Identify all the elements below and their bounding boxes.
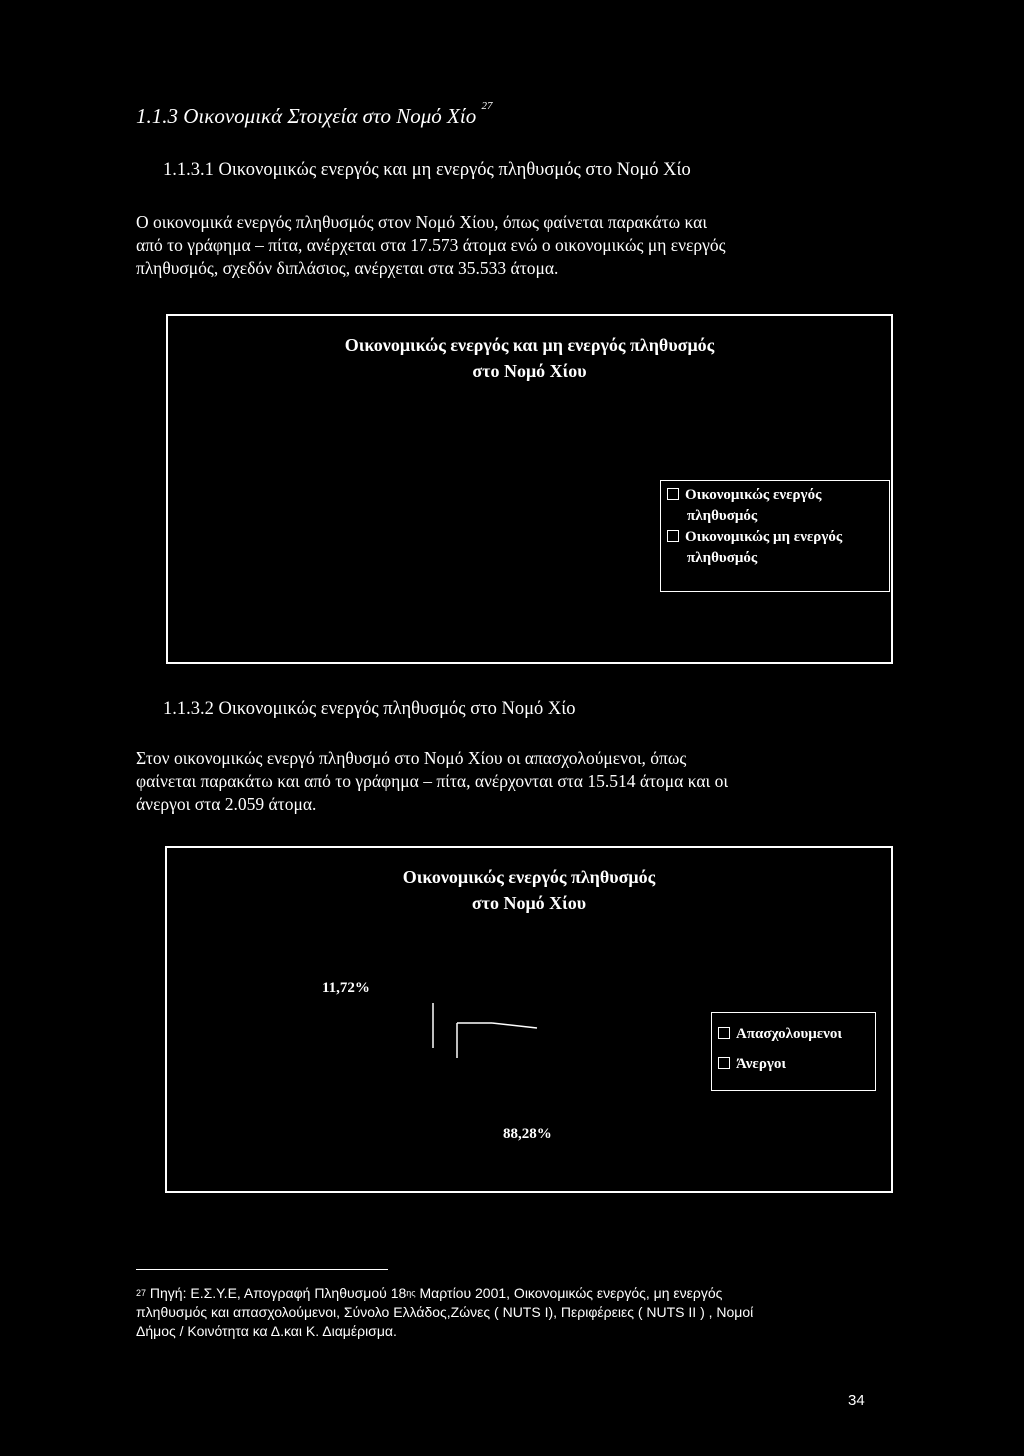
data-label-unemployed: 11,72% (322, 980, 370, 996)
chart-1-subtitle: στο Νομό Χίου (472, 361, 587, 381)
legend-item-employed: Απασχολουμενοι (718, 1019, 875, 1049)
section-heading-number: 1.1.3 (136, 104, 178, 128)
page-number: 34 (848, 1392, 865, 1409)
chart-2-title: Οικονομικώς ενεργός πληθυσμός (402, 867, 656, 887)
chart-1-frame (166, 314, 893, 664)
legend-item-inactive-cont: πληθυσμός (687, 550, 758, 566)
paragraph-2 (136, 747, 881, 816)
paragraph-line: Ο οικονομικά ενεργός πληθυσμός στον Νομό Χίου, όπως φαίνεται παρακάτω και (136, 212, 708, 232)
chart-1-pie (378, 441, 558, 621)
chart-2-pie (397, 978, 537, 1118)
footnote-line: Δήμος / Κοινότητα κα Δ.και Κ. Διαμέρισμα. (136, 1323, 397, 1339)
chart-2-frame (165, 846, 893, 1193)
legend-item-active-cont: πληθυσμός (687, 508, 758, 524)
paragraph-line: από το γράφημα – πίτα, ανέρχεται στα 17.573 άτομα ενώ ο οικονομικώς μη ενεργός (136, 235, 726, 255)
legend-item-inactive: Οικονομικώς μη ενεργός (667, 527, 889, 548)
legend-swatch (718, 1027, 730, 1039)
section-heading (136, 100, 493, 129)
paragraph-line: άνεργοι στα 2.059 άτομα. (136, 794, 317, 814)
legend-swatch (667, 530, 679, 542)
chart-2-subtitle: στο Νομό Χίου (471, 893, 587, 913)
footnote-number: 27 (136, 1288, 147, 1298)
legend-item-unemployed: Άνεργοι (718, 1049, 875, 1079)
chart-2-legend (711, 1012, 876, 1091)
chart-1-legend (660, 480, 890, 592)
footnote-separator (136, 1269, 388, 1270)
legend-swatch (718, 1057, 730, 1069)
subsection-title: Οικονομικώς ενεργός πληθυσμός στο Νομό Χίο (218, 699, 576, 719)
footnote (136, 1284, 886, 1341)
footnote-superscript: ης (406, 1288, 416, 1298)
subsection-title: Οικονομικώς ενεργός και μη ενεργός πληθυσμός στο Νομό Χίο (218, 160, 691, 180)
subsection-heading-1 (163, 160, 691, 181)
subsection-heading-2 (163, 699, 576, 720)
paragraph-line: πληθυσμός, σχεδόν διπλάσιος, ανέρχεται στα 35.533 άτομα. (136, 258, 559, 278)
paragraph-line: φαίνεται παρακάτω και από το γράφημα – πίτα, ανέρχονται στα 15.514 άτομα και οι (136, 771, 729, 791)
paragraph-line: Στον οικονομικώς ενεργό πληθυσμό στο Νομό Χίου οι απασχολούμενοι, όπως (136, 748, 687, 768)
legend-swatch (667, 488, 679, 500)
data-label-employed: 88,28% (503, 1126, 552, 1142)
section-heading-title: Οικονομικά Στοιχεία στο Νομό Χίο (183, 104, 477, 128)
footnote-line: $^{27}$ Πηγή: Ε.Σ.Υ.Ε, Απογραφή Πληθυσμού $18^{\eta\varsigma}$ Μαρτίου 2001, Οικονομικώς ενεργός, μη ενεργός (136, 1285, 723, 1301)
footnote-ref: 27 (481, 100, 493, 112)
legend-item-active: Οικονομικώς ενεργός (667, 485, 889, 506)
subsection-number: 1.1.3.2 (163, 699, 214, 719)
footnote-line: πληθυσμός και απασχολούμενοι, Σύνολο Ελλάδος,Ζώνες ( NUTS I), Περιφέρειες ( NUTS II ) , Νομοί (136, 1304, 754, 1320)
paragraph-1 (136, 211, 881, 280)
chart-1-title: Οικονομικώς ενεργός και μη ενεργός πληθυσμός (344, 335, 715, 355)
subsection-number: 1.1.3.1 (163, 160, 214, 180)
